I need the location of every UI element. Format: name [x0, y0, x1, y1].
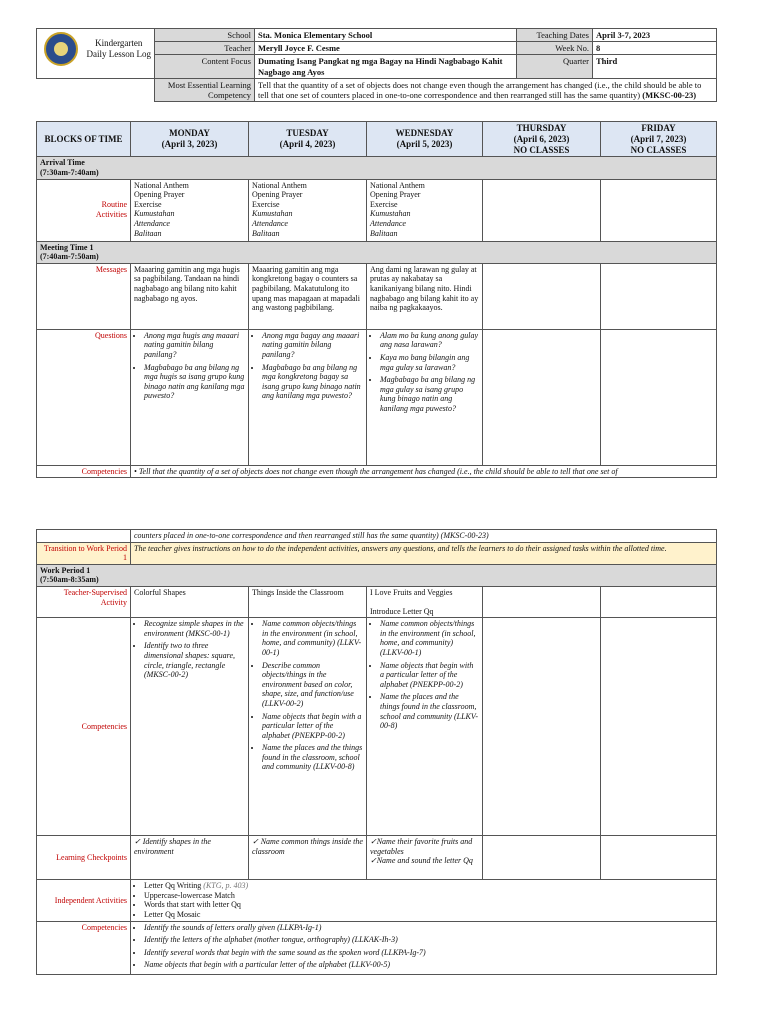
work-period-section: Work Period 1 (7:50am-8:35am)	[37, 564, 717, 586]
title-dll: Daily Lesson Log	[86, 49, 151, 59]
question-item: • Magbabago ba ang bilang ng mga kongkretong bagay sa isang grupo kung binago natin ang kanilang mga puwesto?	[262, 363, 363, 401]
comp-thursday	[483, 618, 601, 836]
routine-item: Exercise	[134, 199, 162, 209]
header-title-cell	[37, 29, 155, 79]
comp-monday	[131, 618, 249, 836]
message-monday: Maaaring gamitin ang mga hugis sa pagbibilang. Tandaan na hindi nagbabago ang bilang nito kahit nagbabago ng ayos.	[131, 263, 249, 329]
question-item: • Anong mga bagay ang maaari nating gamitin bilang panilang?	[262, 331, 363, 360]
routine-item: Opening Prayer	[134, 190, 185, 200]
competencies-continued: counters placed in one-to-one correspondence and then rearranged still has the same quantity) (MKSC-00-23)	[131, 530, 717, 543]
competency-item: • Name objects that begin with a particular letter of the alphabet (LLKV-00-5)	[144, 960, 713, 970]
comp-friday	[601, 618, 717, 836]
routine-item: Balitaan	[370, 228, 398, 238]
routine-tuesday	[249, 179, 367, 241]
school-label: School	[155, 29, 255, 42]
independent-activities	[131, 880, 717, 921]
activity-item: • Words that start with letter Qq	[144, 900, 713, 910]
focus-label: Content Focus	[155, 55, 255, 78]
message-friday	[601, 263, 717, 329]
week-label: Week No.	[517, 42, 593, 55]
questions-tuesday	[249, 329, 367, 465]
tsa-tuesday: Things Inside the Classroom	[249, 586, 367, 617]
questions-friday	[601, 329, 717, 465]
competency-item: • Identify the sounds of letters orally given (LLKPA-Ig-1)	[144, 923, 713, 933]
questions-wednesday	[367, 329, 483, 465]
tsa-thursday	[483, 586, 601, 617]
competency-item: • Name objects that begin with a particular letter of the alphabet (PNEKPP-00-2)	[380, 661, 479, 690]
competency-item: • Identify several words that begin with the same sound as the spoken word (LLKPA-Ig-7)	[144, 948, 713, 958]
competencies-meeting: • Tell that the quantity of a set of objects does not change even though the arrangement has changed (i.e., the child should be able to tell that one set of	[131, 465, 717, 478]
thursday-header: THURSDAY (April 6, 2023) NO CLASSES	[483, 122, 601, 157]
school-value: Sta. Monica Elementary School	[255, 29, 517, 42]
message-thursday	[483, 263, 601, 329]
routine-item: National Anthem	[252, 180, 307, 190]
competency-item: • Name the places and the things found in the classroom, school and community (LLKV-00-8)	[262, 743, 363, 772]
routine-friday	[601, 179, 717, 241]
checkpoint-thursday	[483, 836, 601, 880]
mel-value	[255, 78, 717, 101]
question-item: • Magbabago ba ang bilang ng mga gulay sa isang grupo kung binago natin ang kanilang mga puwesto?	[380, 375, 479, 413]
routine-item: Kumustahan	[134, 209, 175, 219]
mel-label: Most Essential Learning Competency	[155, 78, 255, 101]
competency-item: • Name objects that begin with a particular letter of the alphabet (PNEKPP-00-2)	[262, 712, 363, 741]
competency-item: • Name common objects/things in the environment (in school, home, and community) (LLKV-00-1)	[380, 619, 479, 657]
question-item: • Alam mo ba kung anong gulay ang nasa larawan?	[380, 331, 479, 350]
dates-value: April 3-7, 2023	[593, 29, 717, 42]
competency-item: • Identify the letters of the alphabet (mother tongue, orthography) (LLKAK-Ih-3)	[144, 935, 713, 945]
routine-item: Kumustahan	[252, 209, 293, 219]
competencies-label: Competencies	[37, 465, 131, 478]
monday-header: MONDAY (April 3, 2023)	[131, 122, 249, 157]
wednesday-header: WEDNESDAY (April 5, 2023)	[367, 122, 483, 157]
focus-value: Dumating Isang Pangkat ng mga Bagay na Hindi Nagbabago Kahit Nagbago ang Ayos	[255, 55, 517, 78]
routine-item: Attendance	[370, 218, 406, 228]
comp2-list	[131, 921, 717, 974]
routine-item: Attendance	[134, 218, 170, 228]
routine-item: Attendance	[252, 218, 288, 228]
activity-item: • Letter Qq Writing (KTG, p. 403)	[144, 881, 713, 891]
routine-activities-label: Routine Activities	[37, 179, 131, 241]
routine-item: Balitaan	[252, 228, 280, 238]
friday-header: FRIDAY (April 7, 2023) NO CLASSES	[601, 122, 717, 157]
tuesday-header: TUESDAY (April 4, 2023)	[249, 122, 367, 157]
competency-item: • Name the places and the things found in the classroom, school and community (LLKV-00-8)	[380, 692, 479, 730]
competency-item: • Identify two to three dimensional shapes: square, circle, triangle, rectangle (MKSC-00-2)	[144, 641, 245, 679]
competency-item: • Name common objects/things in the environment (in school, home, and community) (LLKV-00-1)	[262, 619, 363, 657]
routine-item: Kumustahan	[370, 209, 411, 219]
transition-text: The teacher gives instructions on how to do the independent activities, answers any questions, and tells the learners to do their assigned tasks within the allotted time.	[131, 542, 717, 564]
routine-item: Exercise	[252, 199, 280, 209]
checkpoint-tuesday: ✓ Name common things inside the classroom	[249, 836, 367, 880]
quarter-label: Quarter	[517, 55, 593, 78]
competency-item: • Describe common objects/things in the environment based on color, shape, size, and function/use (LLKV-00-2)	[262, 661, 363, 709]
tsa-wednesday: I Love Fruits and Veggies Introduce Letter Qq	[367, 586, 483, 617]
teacher-label: Teacher	[155, 42, 255, 55]
lesson-log-header	[36, 28, 716, 102]
mel-code: (MKSC-00-23)	[642, 89, 697, 100]
dates-label: Teaching Dates	[517, 29, 593, 42]
questions-thursday	[483, 329, 601, 465]
tsa-monday: Colorful Shapes	[131, 586, 249, 617]
teacher-value: Meryll Joyce F. Cesme	[255, 42, 517, 55]
checkpoint-monday: ✓ Identify shapes in the environment	[131, 836, 249, 880]
routine-item: National Anthem	[134, 180, 189, 190]
competency-item: • Recognize simple shapes in the environment (MKSC-00-1)	[144, 619, 245, 638]
independent-activities-label: Independent Activities	[37, 880, 131, 921]
routine-item: Exercise	[370, 199, 398, 209]
tsa-label: Teacher-Supervised Activity	[37, 586, 131, 617]
message-tuesday: Maaaring gamitin ang mga kongkretong bagay o counters sa pagbibilang. Makatutulong ito upang mas mapagaan at mapadali ang wastong pagbibilang.	[249, 263, 367, 329]
routine-item: National Anthem	[370, 180, 425, 190]
routine-thursday	[483, 179, 601, 241]
routine-item: Opening Prayer	[370, 190, 421, 200]
routine-wednesday	[367, 179, 483, 241]
blocks-of-time-header: BLOCKS OF TIME	[37, 122, 131, 157]
schedule-table-part1	[36, 121, 716, 478]
comp2-label: Competencies	[37, 921, 131, 974]
messages-label: Messages	[37, 263, 131, 329]
comp-tuesday	[249, 618, 367, 836]
continued-blank	[37, 530, 131, 543]
transition-label: Transition to Work Period 1	[37, 542, 131, 564]
routine-item: Balitaan	[134, 228, 162, 238]
checkpoint-wednesday: ✓Name their favorite fruits and vegetables ✓Name and sound the letter Qq	[367, 836, 483, 880]
routine-item: Opening Prayer	[252, 190, 303, 200]
activity-item: • Letter Qq Mosaic	[144, 910, 713, 920]
questions-monday	[131, 329, 249, 465]
question-item: • Kaya mo bang bilangin ang mga gulay sa larawan?	[380, 353, 479, 372]
message-wednesday: Ang dami ng larawan ng gulay at prutas ay nakabatay sa kanikaniyang bilang nito. Hindi nagbabago ang bilang kahit ito ay naiba ng pagkakaayos.	[367, 263, 483, 329]
meeting-time-section: Meeting Time 1 (7:40am-7:50am)	[37, 241, 717, 263]
comp-wednesday	[367, 618, 483, 836]
deped-seal-icon	[44, 32, 78, 66]
question-item: • Anong mga hugis ang maaari nating gamitin bilang panilang?	[144, 331, 245, 360]
quarter-value: Third	[593, 55, 717, 78]
title-kindergarten: Kindergarten	[95, 38, 143, 49]
week-value: 8	[593, 42, 717, 55]
routine-monday	[131, 179, 249, 241]
arrival-time-section: Arrival Time (7:30am-7:40am)	[37, 157, 717, 179]
checkpoint-friday	[601, 836, 717, 880]
tsa-friday	[601, 586, 717, 617]
checkpoints-label: Learning Checkpoints	[37, 836, 131, 880]
activity-item: • Uppercase-lowercase Match	[144, 891, 713, 901]
mel-text: Tell that the quantity of a set of objects does not change even though the arrangement has changed (i.e., the child should be able to tell that one set of counters placed in one-to-one correspondence and then rearranged still has the same quantity)	[258, 79, 702, 100]
schedule-table-part2	[36, 529, 716, 975]
question-item: • Magbabago ba ang bilang ng mga hugis sa isang grupo kung binago natin ang kanilang mga puwesto?	[144, 363, 245, 401]
questions-label: Questions	[37, 329, 131, 465]
comp-work-label: Competencies	[37, 618, 131, 836]
